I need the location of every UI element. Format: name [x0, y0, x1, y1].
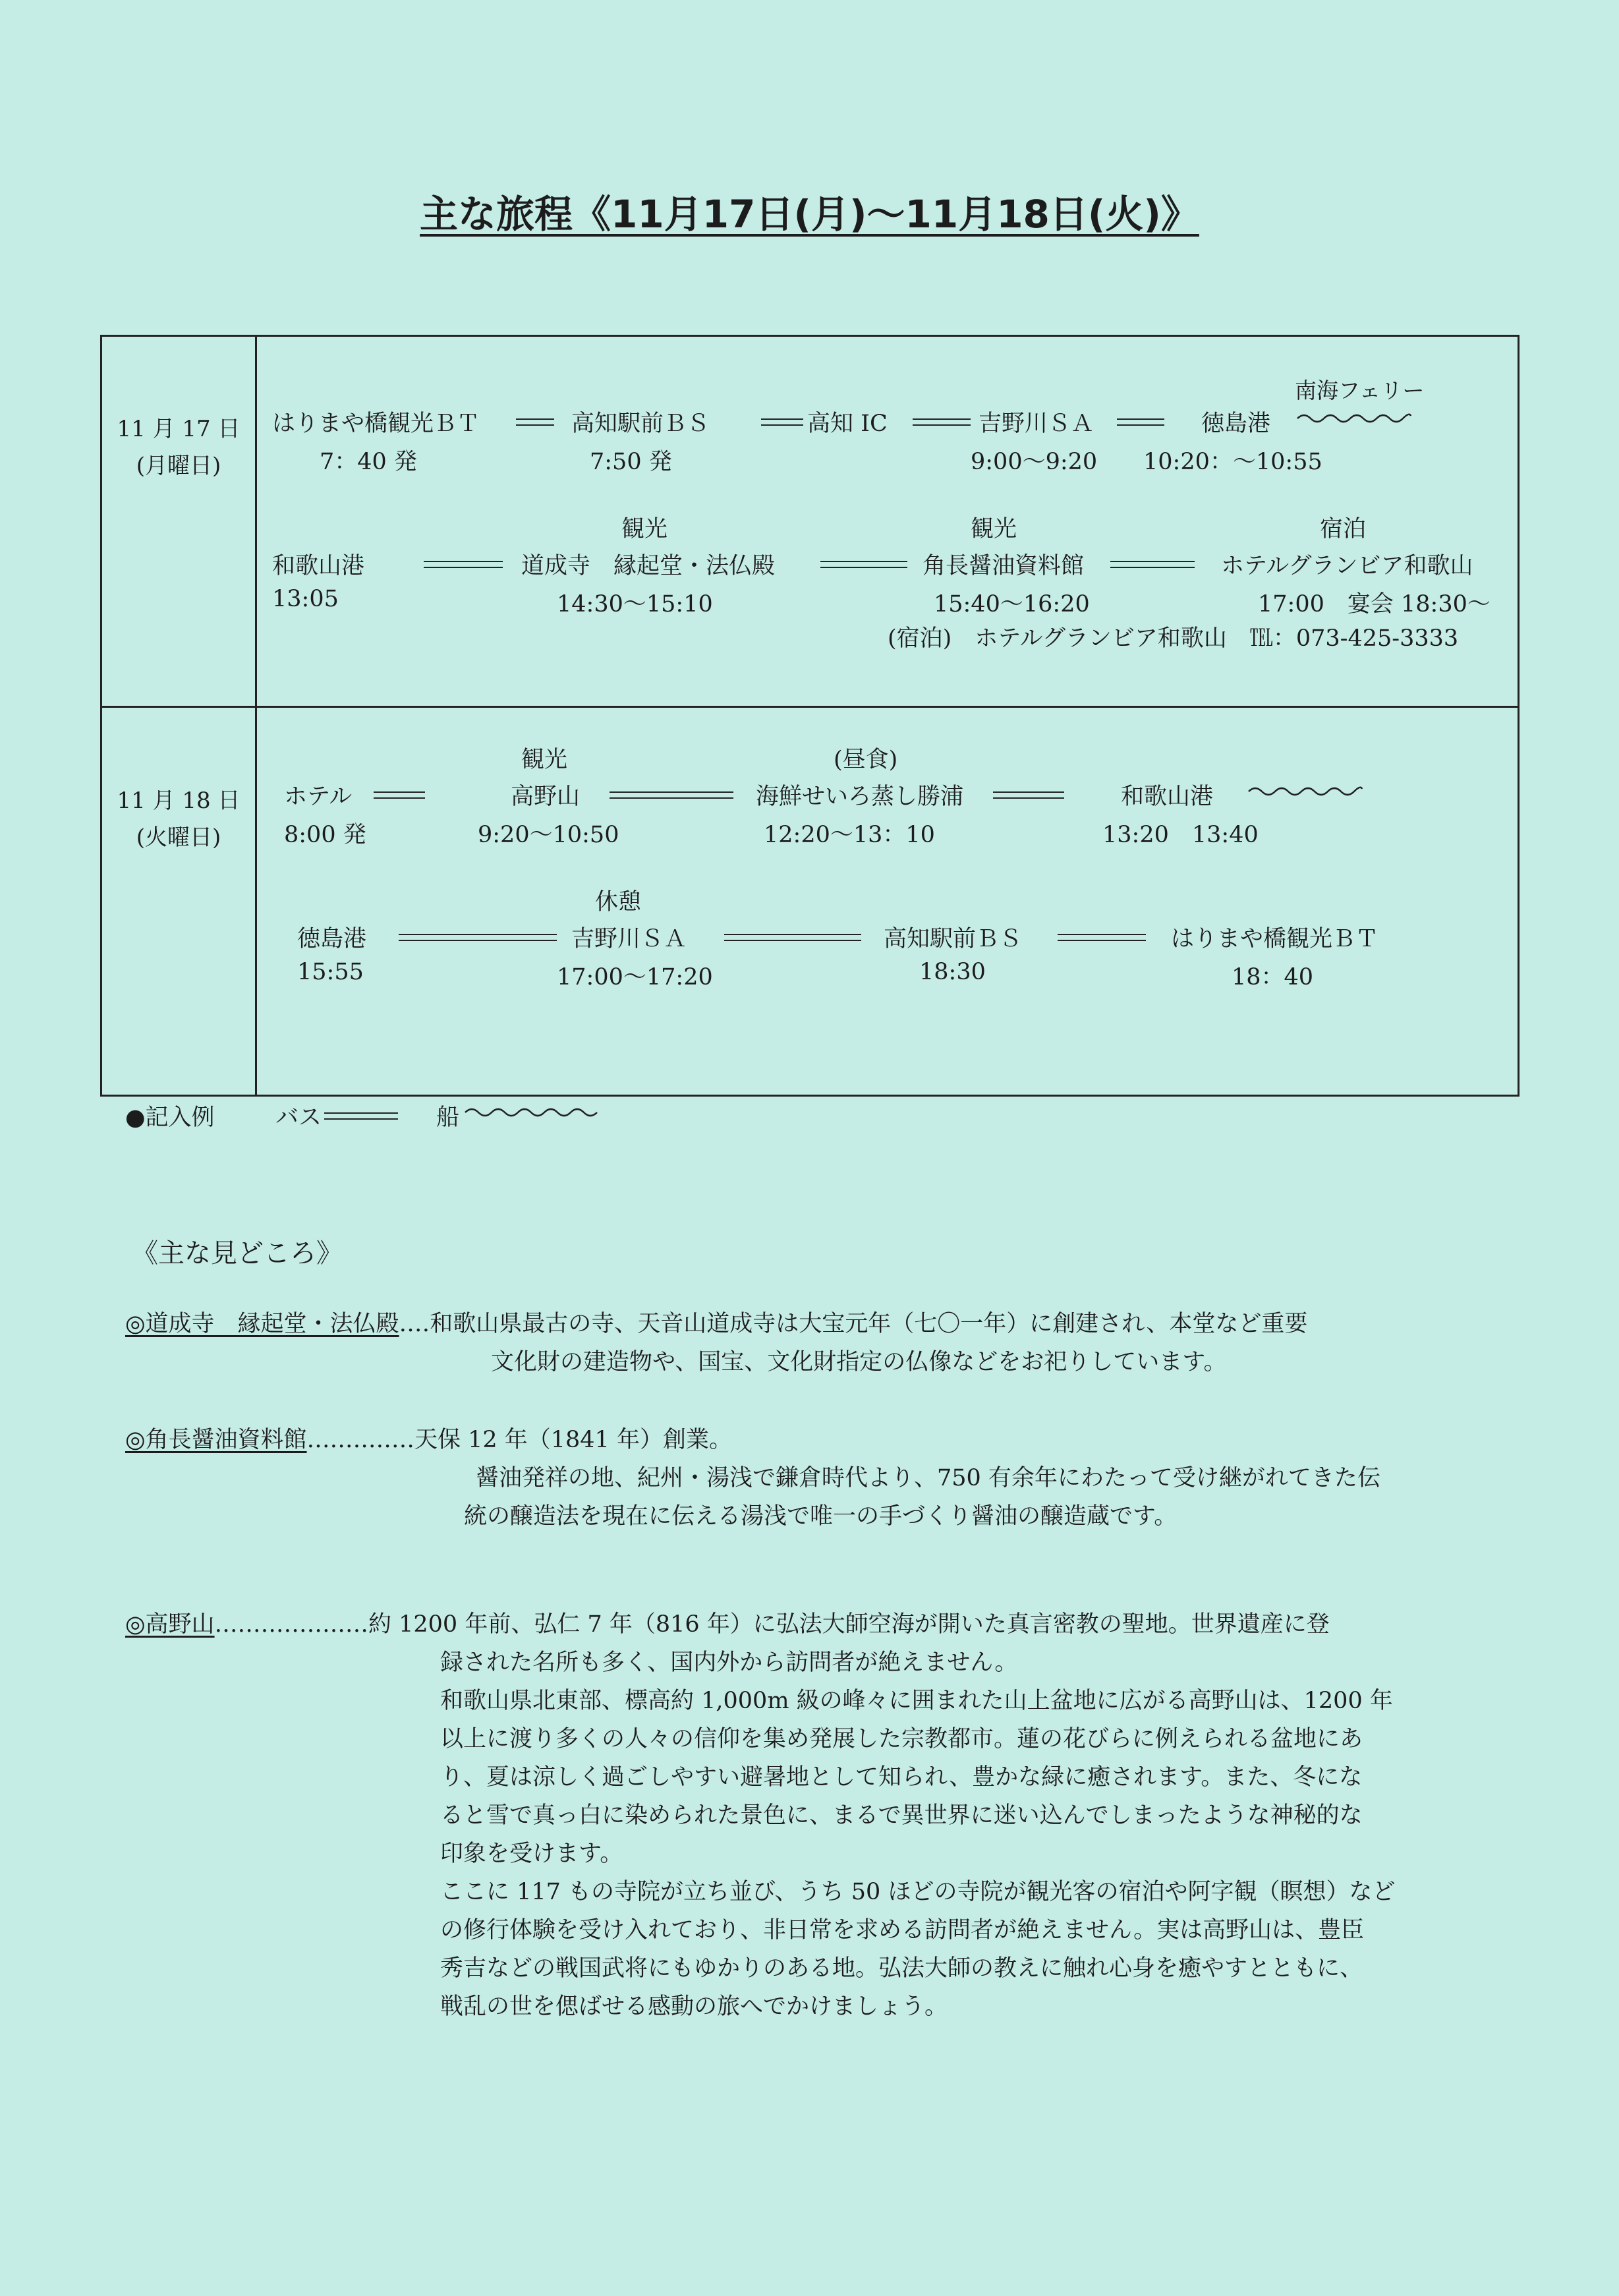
legend-ship-wave	[464, 1105, 602, 1120]
highlight-line: 和歌山県北東部、標高約 1,000m 級の峰々に囲まれた山上盆地に広がる高野山は、1200 年	[440, 1688, 1393, 1714]
highlight-line: 和歌山県最古の寺、天音山道成寺は大宝元年（七〇一年）に創建され、本堂など重要	[430, 1311, 1308, 1337]
stop-yoshinogawa-sa: 吉野川ＳＡ	[571, 926, 687, 952]
lodging-info: (宿泊) ホテルグランビア和歌山 ℡：073-425-3333	[888, 625, 1459, 652]
stop-time: 10:20：～10:55	[1143, 449, 1322, 475]
stop-time: 17:00～17:20	[557, 964, 713, 990]
stop-time: 7：40 発	[320, 449, 417, 475]
legend-bus-line	[324, 1112, 398, 1120]
day1-label	[102, 411, 255, 484]
stop-wakayama-port: 和歌山港	[1121, 784, 1214, 810]
stop-wakayama-port: 和歌山港	[272, 553, 365, 579]
column-divider	[255, 337, 257, 1095]
legend-label: ●記入例	[125, 1105, 215, 1131]
highlight-kadocho	[125, 1421, 732, 1459]
row-divider	[102, 706, 1518, 708]
day2-weekday: (火曜日)	[136, 824, 221, 851]
highlight-line: 印象を受けます。	[440, 1841, 623, 1867]
ship-route-wave	[1296, 411, 1412, 426]
highlight-line: 醤油発祥の地、紀州・湯浅で鎌倉時代より、750 有余年にわたって受け継がれてきた伝	[476, 1465, 1380, 1491]
stop-time: 18:30	[919, 959, 986, 985]
stop-kochi-ic: 高知 IC	[807, 411, 888, 437]
legend-bus-label: バス	[275, 1105, 322, 1131]
bus-route-line	[374, 791, 425, 799]
highlight-line: り、夏は涼しく過ごしやすい避暑地として知られ、豊かな緑に癒されます。また、冬にな	[440, 1764, 1363, 1791]
highlight-line: 統の醸造法を現在に伝える湯浅で唯一の手づくり醤油の醸造蔵です。	[464, 1503, 1178, 1530]
stop-hotel-granvia: ホテルグランビア和歌山	[1221, 553, 1473, 579]
highlight-line: 以上に渡り多くの人々の信仰を集め発展した宗教都市。蓮の花びらに例えられる盆地にあ	[440, 1726, 1363, 1752]
stop-harimaya-bt: はりまや橋観光ＢＴ	[272, 411, 480, 437]
highlight-line: ると雪で真っ白に染められた景色に、まるで異世界に迷い込んでしまったような神秘的な	[440, 1802, 1363, 1829]
bus-route-line	[424, 561, 503, 568]
stop-harimaya-bt: はりまや橋観光ＢＴ	[1171, 926, 1379, 952]
note-sightseeing: 観光	[971, 516, 1017, 542]
highlight-dojoji	[125, 1305, 1307, 1343]
stop-hotel: ホテル	[284, 784, 353, 810]
stop-tokushima-port: 徳島港	[1201, 411, 1271, 437]
legend-ship-label: 船	[436, 1105, 460, 1131]
day1-date: 11 月 17 日	[117, 416, 241, 442]
highlight-line: ここに 117 もの寺院が立ち並び、うち 50 ほどの寺院が観光客の宿泊や阿字観（瞑想）など	[440, 1879, 1396, 1905]
highlight-name: ◎高野山	[125, 1611, 215, 1638]
stop-dojoji: 道成寺 縁起堂・法仏殿	[521, 553, 776, 579]
stop-time: 14:30～15:10	[557, 591, 713, 617]
highlight-name: ◎道成寺 縁起堂・法仏殿	[125, 1311, 399, 1337]
bus-route-line	[610, 791, 733, 799]
leader-dots: ‥‥	[399, 1311, 430, 1337]
highlight-line: 録された名所も多く、国内外から訪問者が絶えません。	[440, 1650, 1018, 1676]
ferry-label: 南海フェリー	[1295, 378, 1425, 403]
highlight-line: 天保 12 年（1841 年）創業。	[414, 1427, 732, 1453]
highlight-line: 戦乱の世を偲ばせる感動の旅へでかけましょう。	[440, 1994, 948, 2020]
stop-time: 12:20～13：10	[764, 822, 935, 848]
day2-date: 11 月 18 日	[117, 788, 241, 814]
stop-time: 17:00 宴会 18:30～	[1258, 591, 1491, 617]
stop-koyasan: 高野山	[511, 784, 581, 810]
stop-time: 9:20～10:50	[478, 822, 619, 848]
stop-time: 8:00 発	[284, 822, 366, 848]
stop-time: 18：40	[1232, 964, 1314, 990]
leader-dots: ‥‥‥‥‥‥‥‥‥‥	[214, 1611, 368, 1638]
highlight-line: の修行体験を受け入れており、非日常を求める訪問者が絶えません。実は高野山は、豊臣	[440, 1917, 1365, 1943]
stop-tokushima-port: 徳島港	[297, 926, 367, 952]
page-title: 主な旅程《11月17日(月)～11月18日(火)》	[420, 192, 1199, 237]
highlight-line: 秀吉などの戦国武将にもゆかりのある地。弘法大師の教えに触れ心身を癒やすとともに、	[440, 1955, 1363, 1982]
stop-time: 7:50 発	[590, 449, 672, 475]
note-lodging: 宿泊	[1320, 516, 1367, 542]
bus-route-line	[1117, 418, 1164, 426]
note-sightseeing: 観光	[521, 747, 568, 773]
ship-route-wave	[1247, 784, 1363, 799]
leader-dots: ‥‥‥‥‥‥‥	[306, 1427, 414, 1453]
stop-kadocho-soy-museum: 角長醤油資料館	[923, 553, 1085, 579]
bus-route-line	[399, 934, 557, 941]
highlights-heading: 《主な見どころ》	[132, 1238, 343, 1269]
stop-time: 13:20 13:40	[1102, 822, 1259, 848]
day2-label	[102, 782, 255, 856]
highlight-koyasan	[125, 1605, 1330, 1644]
bus-route-line	[993, 791, 1064, 799]
highlight-line: 約 1200 年前、弘仁 7 年（816 年）に弘法大師空海が開いた真言密教の聖地。世界遺産に登	[368, 1611, 1330, 1638]
bus-route-line	[820, 561, 907, 568]
itinerary-table	[100, 335, 1520, 1097]
bus-route-line	[1058, 934, 1146, 941]
stop-time: 15:40～16:20	[934, 591, 1090, 617]
stop-time: 9:00～9:20	[971, 449, 1098, 475]
highlight-line: 文化財の建造物や、国宝、文化財指定の仏像などをお祀りしています。	[491, 1349, 1227, 1375]
stop-time: 13:05	[272, 586, 339, 612]
stop-kochi-station-bs: 高知駅前ＢＳ	[571, 411, 710, 437]
stop-katsuura-restaurant: 海鮮せいろ蒸し勝浦	[756, 784, 964, 810]
bus-route-line	[1110, 561, 1195, 568]
note-rest: 休憩	[595, 889, 642, 915]
stop-yoshinogawa-sa: 吉野川ＳＡ	[979, 411, 1094, 437]
stop-time: 15:55	[297, 959, 364, 985]
stop-kochi-station-bs: 高知駅前ＢＳ	[884, 926, 1023, 952]
note-sightseeing: 観光	[621, 516, 668, 542]
note-lunch: (昼食)	[834, 747, 898, 773]
day1-weekday: (月曜日)	[136, 453, 221, 479]
bus-route-line	[724, 934, 861, 941]
bus-route-line	[913, 418, 971, 426]
bus-route-line	[516, 418, 554, 426]
bus-route-line	[761, 418, 803, 426]
highlight-name: ◎角長醤油資料館	[125, 1427, 307, 1453]
